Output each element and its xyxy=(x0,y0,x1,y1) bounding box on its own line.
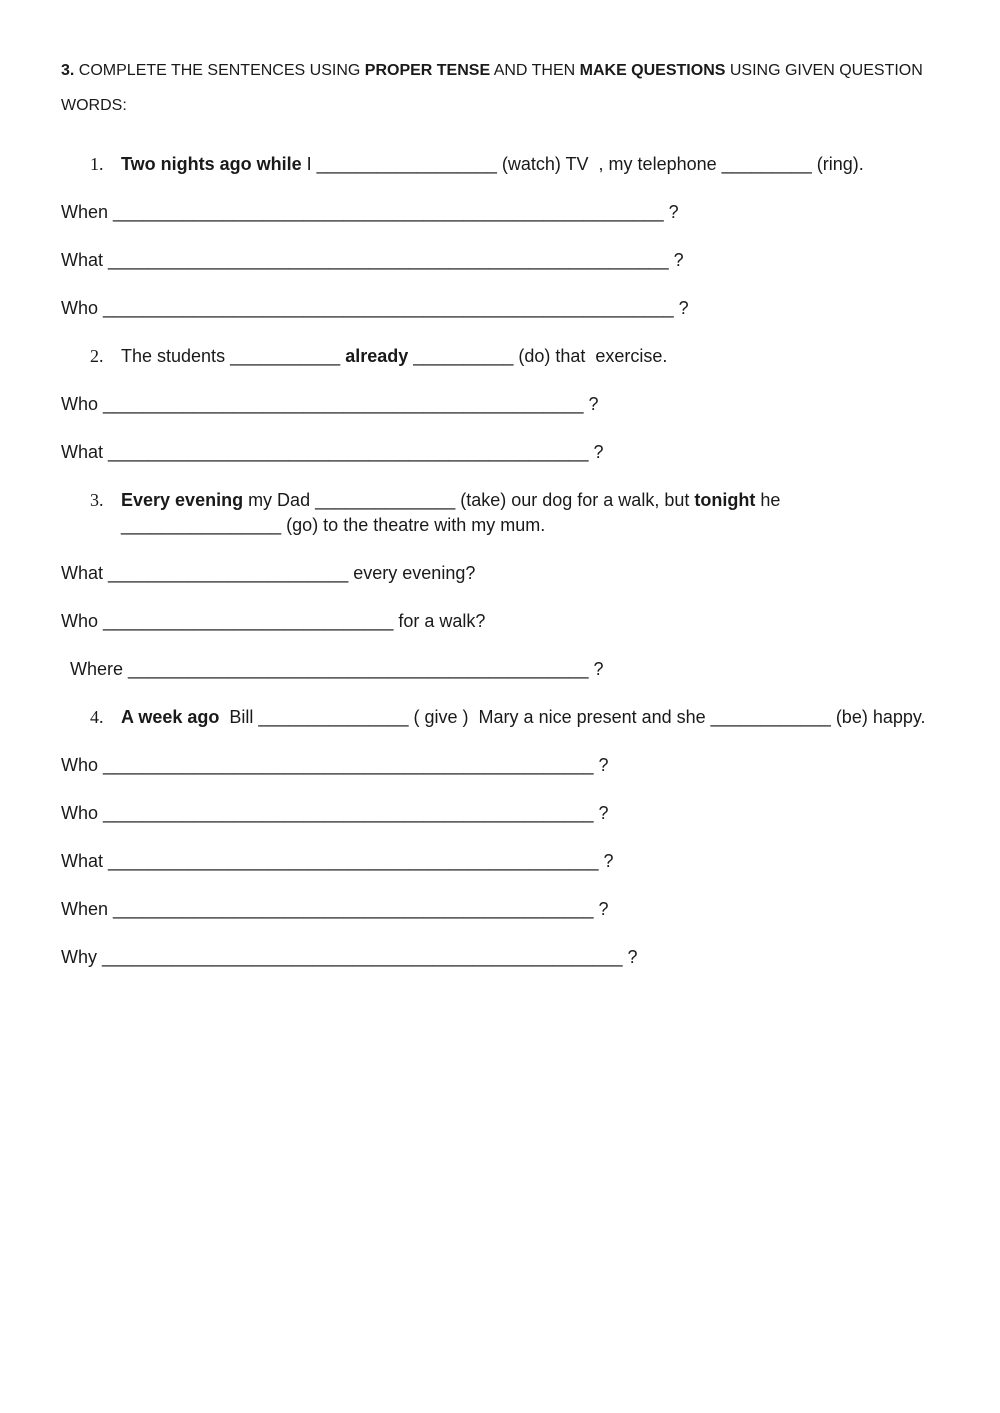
sentence-1 xyxy=(121,153,864,175)
instruction-text-3: USING GIVEN QUESTION xyxy=(725,62,923,79)
instruction-line-1 xyxy=(61,60,923,82)
sentence-3-number: 3. xyxy=(90,490,104,510)
sentence-3-line-2: ________________ (go) to the theatre with my mum. xyxy=(121,515,546,535)
sentence-4 xyxy=(121,706,926,728)
sentence-4-bold: A week ago xyxy=(121,707,220,727)
sentence-4-number: 4. xyxy=(90,707,104,727)
question-3-who[interactable]: Who _____________________________ for a walk? xyxy=(61,611,486,631)
instruction-bold-proper-tense: PROPER TENSE xyxy=(364,62,491,79)
question-4-why[interactable]: Why ____________________________________________________ ? xyxy=(61,947,638,967)
question-3-where[interactable]: Where ______________________________________________ ? xyxy=(70,659,604,679)
instruction-bold-make-questions: MAKE QUESTIONS xyxy=(579,62,726,79)
question-1-when[interactable]: When _______________________________________________________ ? xyxy=(61,202,679,222)
question-2-what[interactable]: What ________________________________________________ ? xyxy=(61,442,604,462)
sentence-1-number: 1. xyxy=(90,154,104,174)
sentence-2 xyxy=(121,345,667,367)
question-1-who[interactable]: Who _________________________________________________________ ? xyxy=(61,298,689,318)
sentence-2-text-2: __________ (do) that exercise. xyxy=(408,346,668,366)
question-4-what[interactable]: What _________________________________________________ ? xyxy=(61,851,614,871)
question-4-when[interactable]: When ________________________________________________ ? xyxy=(61,899,609,919)
sentence-2-text-1: The students ___________ xyxy=(121,346,346,366)
sentence-2-bold: already xyxy=(345,346,409,366)
instruction-number: 3. xyxy=(61,62,75,79)
sentence-3 xyxy=(121,489,780,511)
question-1-what[interactable]: What ________________________________________________________ ? xyxy=(61,250,684,270)
question-2-who[interactable]: Who ________________________________________________ ? xyxy=(61,394,599,414)
instruction-line-2: WORDS: xyxy=(61,97,127,114)
sentence-3-bold-1: Every evening xyxy=(121,490,244,510)
sentence-1-bold: Two nights ago while xyxy=(121,154,302,174)
question-4-who-2[interactable]: Who _________________________________________________ ? xyxy=(61,803,609,823)
question-4-who-1[interactable]: Who _________________________________________________ ? xyxy=(61,755,609,775)
instruction-text-2: AND THEN xyxy=(490,62,580,79)
question-3-what[interactable]: What ________________________ every evening? xyxy=(61,563,476,583)
sentence-2-number: 2. xyxy=(90,346,104,366)
sentence-3-bold-2: tonight xyxy=(694,490,756,510)
sentence-4-text: Bill _______________ ( give ) Mary a nice present and she ____________ (be) happy. xyxy=(219,707,926,727)
sentence-1-text: I __________________ (watch) TV , my telephone _________ (ring). xyxy=(301,154,864,174)
sentence-3-text-1: my Dad ______________ (take) our dog for a walk, but xyxy=(243,490,695,510)
instruction-text-1: COMPLETE THE SENTENCES USING xyxy=(74,62,365,79)
sentence-3-text-2: he xyxy=(755,490,781,510)
